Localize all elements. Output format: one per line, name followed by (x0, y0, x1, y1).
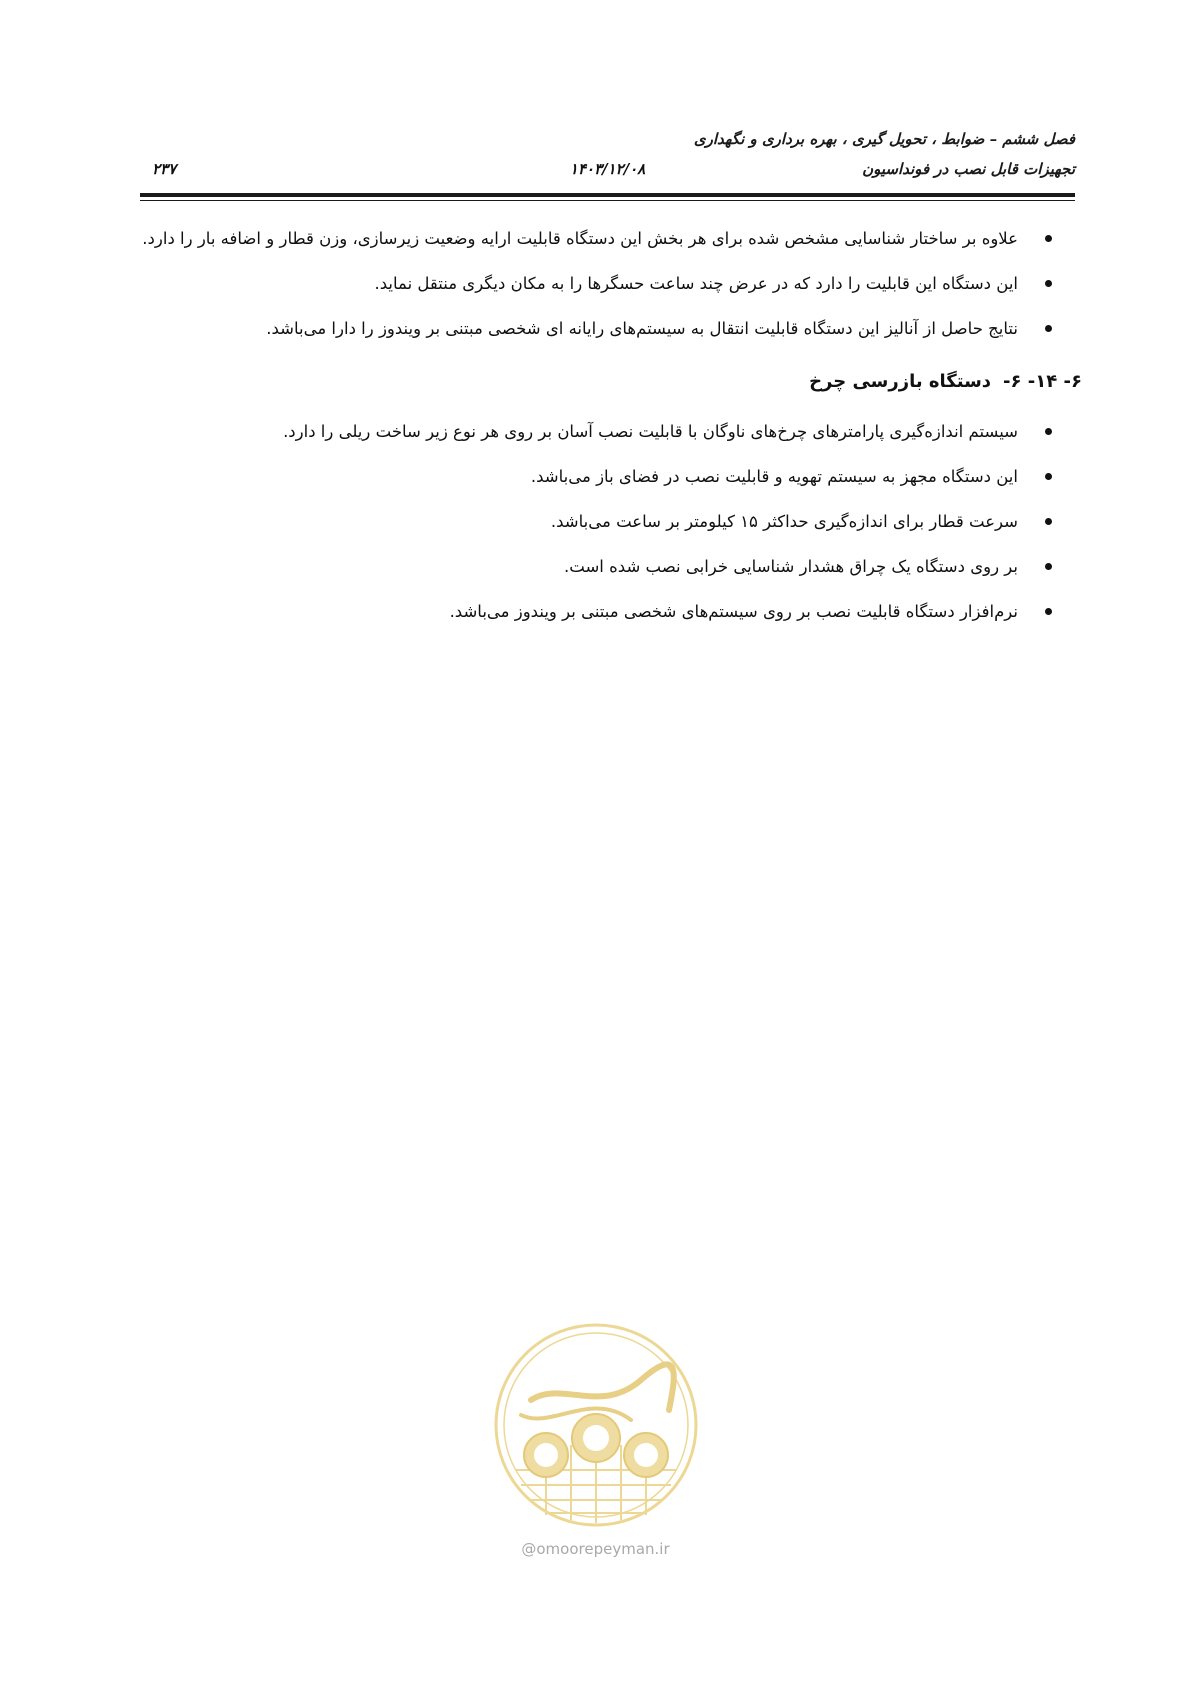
list-item-text: سیستم اندازه‌گیری پارامترهای چرخ‌های ناوگان با قابلیت نصب آسان بر روی هر نوع زیر ساخت ریلی را دارد. (283, 422, 1018, 441)
list-item (140, 261, 1052, 306)
section-heading (140, 359, 1082, 405)
bullet-icon (1045, 473, 1052, 480)
bullet-icon (1045, 518, 1052, 525)
bullet-icon (1045, 563, 1052, 570)
section-number: ۶- ۱۴- ۶- (1003, 371, 1082, 392)
list-item-text: سرعت قطار برای اندازه‌گیری حداکثر ۱۵ کیلومتر بر ساعت می‌باشد. (550, 512, 1018, 531)
section-bullet-list (140, 409, 1052, 634)
list-item (140, 544, 1052, 589)
bullet-icon (1045, 280, 1052, 287)
watermark-url: @omoorepeyman.ir (521, 1540, 670, 1558)
section-title: دستگاه بازرسی چرخ (809, 371, 992, 392)
page-body (140, 216, 1082, 634)
header-rule-thick (140, 193, 1075, 197)
bullet-icon (1045, 235, 1052, 242)
list-item (140, 454, 1052, 499)
watermark-seal-icon (491, 1320, 701, 1530)
page-header (140, 130, 1075, 198)
chapter-title: فصل ششم – ضوابط ، تحویل گیری ، بهره برداری و نگهداری (693, 130, 1075, 148)
list-item-text: نتایج حاصل از آنالیز این دستگاه قابلیت انتقال به سیستم‌های رایانه ای شخصی مبتنی بر ویندوز را دارا می‌باشد. (266, 319, 1018, 338)
bullet-icon (1045, 608, 1052, 615)
list-item-text: نرم‌افزار دستگاه قابلیت نصب بر روی سیستم‌های شخصی مبتنی بر ویندوز می‌باشد. (449, 602, 1018, 621)
page-number: ۲۳۷ (152, 160, 177, 178)
list-item (140, 216, 1052, 261)
list-item (140, 409, 1052, 454)
header-rule-thin (140, 200, 1075, 201)
intro-bullet-list (140, 216, 1052, 351)
list-item-text: این دستگاه این قابلیت را دارد که در عرض چند ساعت حسگرها را به مکان دیگری منتقل نماید. (374, 274, 1018, 293)
section-subtitle: تجهیزات قابل نصب در فونداسیون (862, 160, 1075, 178)
bullet-icon (1045, 325, 1052, 332)
bullet-icon (1045, 428, 1052, 435)
list-item-text: این دستگاه مجهز به سیستم تهویه و قابلیت نصب در فضای باز می‌باشد. (530, 467, 1018, 486)
document-date: ۱۴۰۳/۱۲/۰۸ (569, 160, 646, 178)
watermark-logo (491, 1320, 701, 1530)
list-item-text: بر روی دستگاه یک چراق هشدار شناسایی خرابی نصب شده است. (564, 557, 1018, 576)
list-item (140, 589, 1052, 634)
list-item (140, 306, 1052, 351)
list-item (140, 499, 1052, 544)
list-item-text: علاوه بر ساختار شناسایی مشخص شده برای هر بخش این دستگاه قابلیت ارایه وضعیت زیرسازی، وزن قطار و اضافه بار را دارد. (142, 229, 1018, 248)
